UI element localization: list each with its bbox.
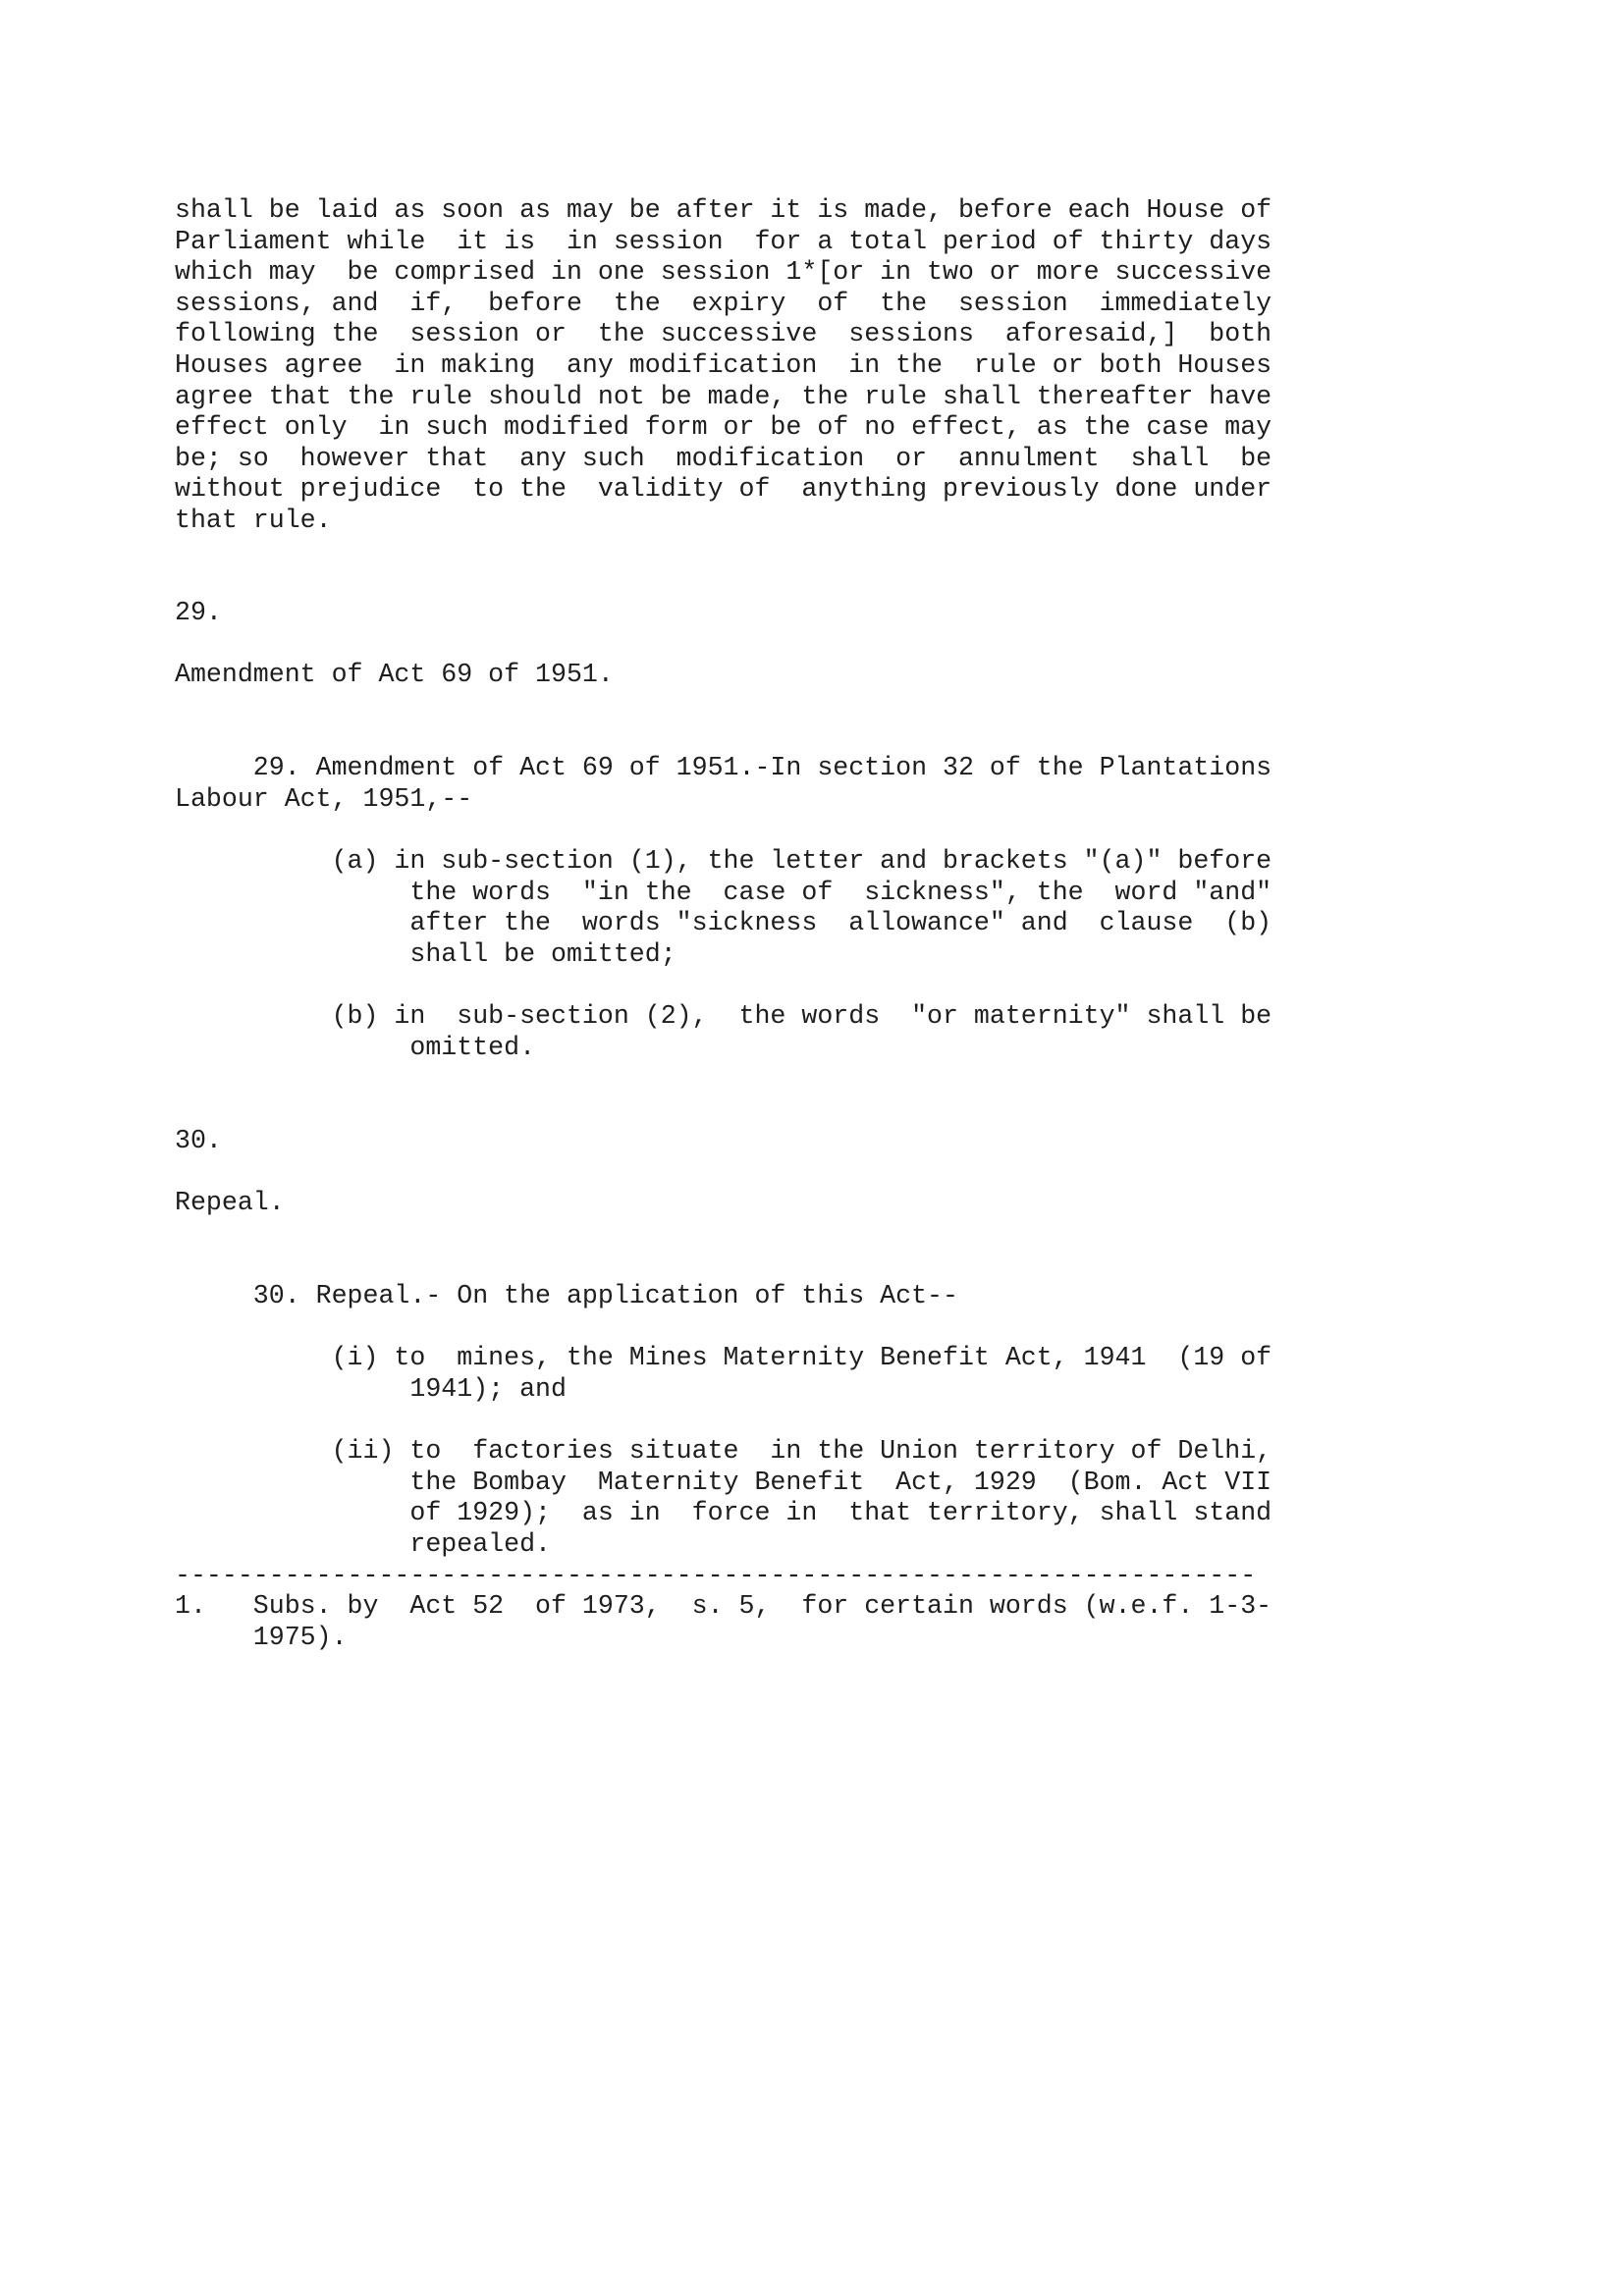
text-line: without prejudice to the validity of anything previously done under <box>175 474 1272 505</box>
section-29-heading <box>175 753 1271 815</box>
section-29-number: 29. <box>175 598 222 627</box>
text-line: 1941); and <box>175 1373 567 1404</box>
text-line: 29. Amendment of Act 69 of 1951.-In section 32 of the Plantations <box>175 753 1272 782</box>
text-line: of 1929); as in force in that territory, shall stand <box>175 1498 1272 1528</box>
section-30-marginal-heading: Repeal. <box>175 1188 285 1217</box>
text-line: Houses agree in making any modification in the rule or both Houses <box>175 349 1272 380</box>
section-30-clause-ii <box>175 1436 1271 1560</box>
text-line: effect only in such modified form or be of no effect, as the case may <box>175 412 1272 443</box>
text-line: Parliament while it is in session for a total period of thirty days <box>175 226 1272 256</box>
footnote <box>175 1591 1271 1653</box>
section-29-clause-b <box>175 1001 1271 1063</box>
text-line: 30. Repeal.- On the application of this Act-- <box>175 1281 958 1310</box>
text-line: be; so however that any such modification or annulment shall be <box>175 443 1272 473</box>
text-line: the Bombay Maternity Benefit Act, 1929 (Bom. Act VII <box>175 1467 1272 1497</box>
rule-laying-paragraph <box>175 195 1271 537</box>
section-30-heading <box>175 1281 958 1312</box>
section-30-clause-i <box>175 1343 1271 1405</box>
text-line: that rule. <box>175 505 332 535</box>
text-line: following the session or the successive sessions aforesaid,] both <box>175 319 1272 349</box>
text-line: (ii) to factories situate in the Union territory of Delhi, <box>175 1436 1272 1466</box>
text-line: after the words "sickness allowance" and clause (b) <box>175 908 1272 938</box>
text-line: which may be comprised in one session 1*[or in two or more successive <box>175 257 1272 288</box>
section-29-clause-a <box>175 846 1271 970</box>
text-line: the words "in the case of sickness", the word "and" <box>175 877 1272 907</box>
footnote-separator: --------------------------------------------------------------------- <box>175 1561 1257 1590</box>
text-line: Labour Act, 1951,-- <box>175 783 473 814</box>
text-line: omitted. <box>175 1032 536 1062</box>
text-line: 1. Subs. by Act 52 of 1973, s. 5, for certain words (w.e.f. 1-3- <box>175 1591 1272 1621</box>
text-line: (i) to mines, the Mines Maternity Benefit Act, 1941 (19 of <box>175 1343 1272 1372</box>
text-line: shall be laid as soon as may be after it is made, before each House of <box>175 195 1272 225</box>
text-line: (a) in sub-section (1), the letter and brackets "(a)" before <box>175 846 1272 876</box>
section-29-marginal-heading: Amendment of Act 69 of 1951. <box>175 660 614 689</box>
section-30-number: 30. <box>175 1126 222 1155</box>
text-line: 1975). <box>175 1622 348 1652</box>
text-line: shall be omitted; <box>175 938 676 969</box>
text-line: repealed. <box>175 1528 552 1559</box>
text-line: (b) in sub-section (2), the words "or maternity" shall be <box>175 1001 1272 1031</box>
text-line: sessions, and if, before the expiry of the session immediately <box>175 288 1272 318</box>
text-line: agree that the rule should not be made, the rule shall thereafter have <box>175 381 1272 411</box>
